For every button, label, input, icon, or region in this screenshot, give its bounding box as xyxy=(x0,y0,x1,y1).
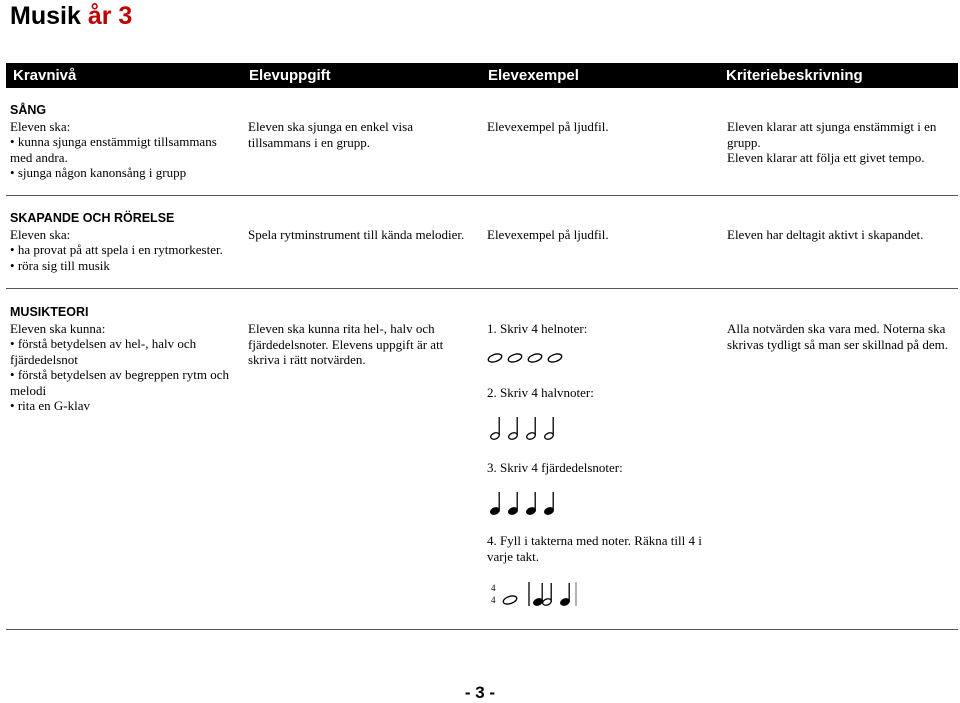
bullet-item: • förstå betydelsen av hel-, halv och fjärdedelsnot xyxy=(10,336,235,367)
measure-notes-icon xyxy=(488,578,583,610)
section-heading: MUSIKTEORI xyxy=(10,305,89,319)
time-signature-top: 4 xyxy=(491,583,496,593)
criteria-cell: Alla notvärden ska vara med. Noterna ska skrivas tydligt så man ser skillnad på dem. xyxy=(727,321,948,352)
section-heading: SKAPANDE OCH RÖRELSE xyxy=(10,211,175,225)
whole-notes-icon xyxy=(486,350,576,366)
page-number: - 3 - xyxy=(464,683,496,702)
bullet-item: • sjunga någon kanonsång i grupp xyxy=(10,165,235,181)
page-title xyxy=(10,2,132,30)
intro-text: Eleven ska: xyxy=(10,118,71,134)
row-divider xyxy=(6,195,958,196)
example-item: 3. Skriv 4 fjärdedelsnoter: xyxy=(487,460,623,475)
example-item: 1. Skriv 4 helnoter: xyxy=(487,321,588,336)
bullet-item: • förstå betydelsen av begreppen rytm och melodi xyxy=(10,367,235,398)
time-signature-bottom: 4 xyxy=(491,595,496,605)
example-cell: Elevexempel på ljudfil. xyxy=(487,227,609,242)
row-divider xyxy=(6,629,958,630)
task-cell: Spela rytminstrument till kända melodier. xyxy=(248,227,465,242)
criteria-text: Eleven klarar att följa ett givet tempo. xyxy=(727,150,925,165)
criteria-cell: Eleven har deltagit aktivt i skapandet. xyxy=(727,227,924,242)
intro-text: Eleven ska: xyxy=(10,226,71,242)
bullet-item: • kunna sjunga enstämmigt tillsammans med andra. xyxy=(10,134,235,165)
header-elevexempel: Elevexempel xyxy=(488,67,579,84)
criteria-cell xyxy=(727,119,955,166)
header-kravniva: Kravnivå xyxy=(13,67,77,84)
title-main: Musik xyxy=(10,2,81,30)
section-heading: SÅNG xyxy=(10,103,47,117)
header-kriteriebeskrivning: Kriteriebeskrivning xyxy=(726,67,863,84)
row-divider xyxy=(6,288,958,289)
task-cell: Eleven ska kunna rita hel-, halv och fjärdedelsnoter. Elevens uppgift är att skriva i rätt notvärden. xyxy=(248,321,444,367)
kravniva-cell xyxy=(10,305,235,414)
kravniva-cell xyxy=(10,211,235,273)
kravniva-cell xyxy=(10,103,235,181)
example-cell: Elevexempel på ljudfil. xyxy=(487,119,609,134)
half-notes-icon xyxy=(489,415,569,443)
example-item: 2. Skriv 4 halvnoter: xyxy=(487,385,594,400)
quarter-notes-icon xyxy=(489,490,569,518)
task-cell: Eleven ska sjunga en enkel visa tillsammans i en grupp. xyxy=(248,119,413,150)
table-header xyxy=(6,63,958,88)
header-elevuppgift: Elevuppgift xyxy=(249,67,331,84)
bullet-item: • ha provat på att spela i en rytmorkester. xyxy=(10,242,235,258)
bullet-item: • rita en G-klav xyxy=(10,398,235,414)
criteria-text: Eleven klarar att sjunga enstämmigt i en grupp. xyxy=(727,119,937,150)
intro-text: Eleven ska kunna: xyxy=(10,320,106,336)
example-item: 4. Fyll i takterna med noter. Räkna till 4 i varje takt. xyxy=(487,533,702,564)
title-accent: år 3 xyxy=(87,2,133,30)
bullet-item: • röra sig till musik xyxy=(10,258,235,274)
